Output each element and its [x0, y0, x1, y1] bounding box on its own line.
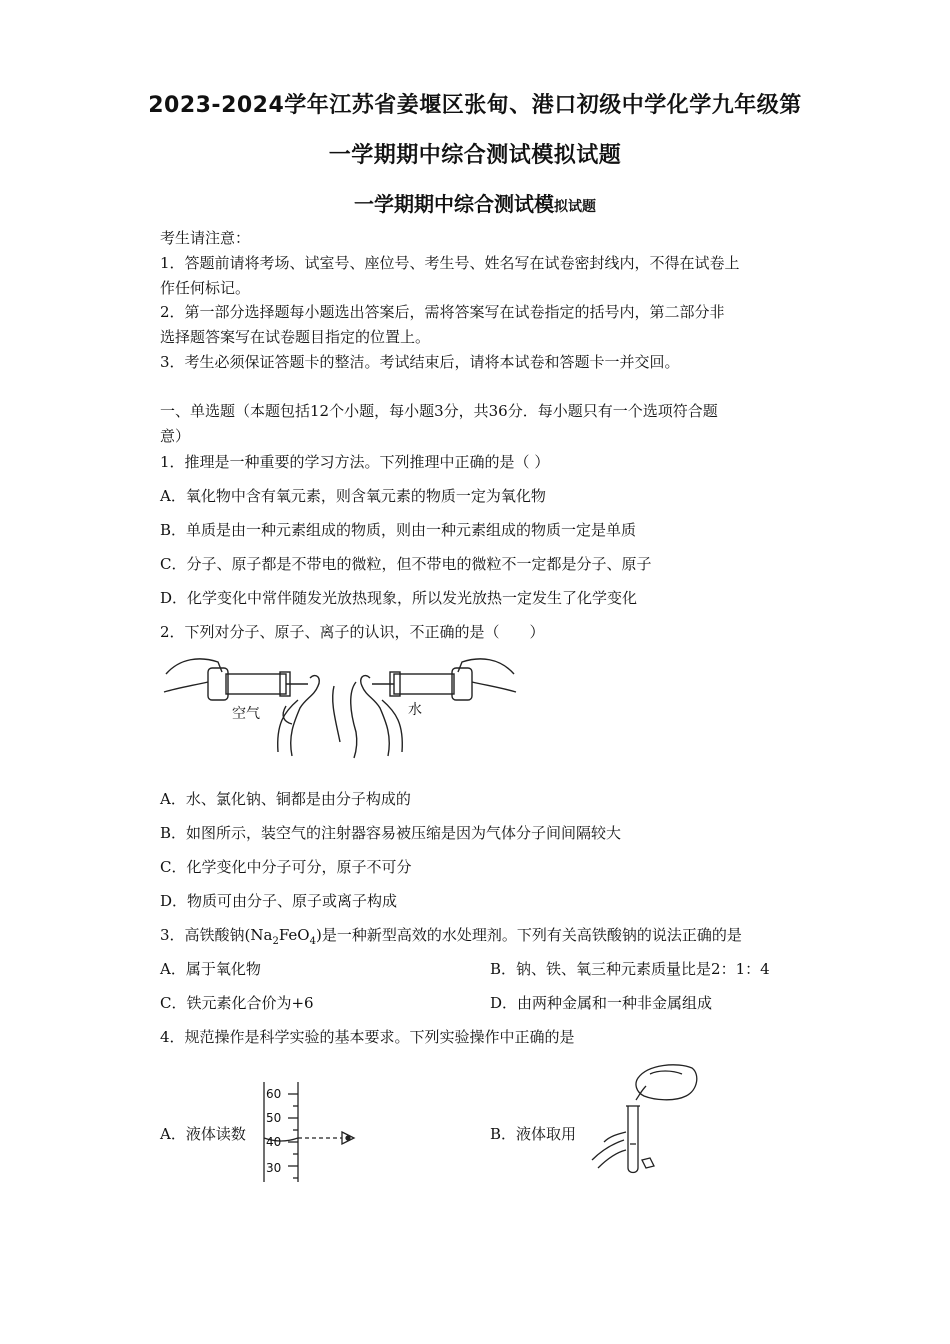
- notice-item-1a: 1．答题前请将考场、试室号、座位号、考生号、姓名写在试卷密封线内，不得在试卷上: [160, 254, 740, 272]
- tick-40: 40: [266, 1135, 282, 1149]
- notice-item-2b: 选择题答案写在试卷题目指定的位置上。: [160, 328, 431, 346]
- q3-stem-pre: 3．高铁酸钠(Na: [160, 926, 273, 944]
- q2-stem: 2．下列对分子、原子、离子的认识，不正确的是（ ）: [160, 623, 545, 641]
- q3-sub-1: 2: [272, 936, 279, 947]
- q3-option-a: A．属于氧化物: [160, 960, 261, 978]
- q1-option-c: C．分子、原子都是不带电的微粒，但不带电的微粒不一定都是分子、原子: [160, 555, 652, 573]
- q1-option-b: B．单质是由一种元素组成的物质，则由一种元素组成的物质一定是单质: [160, 521, 637, 539]
- liquid-pouring-figure: [588, 1060, 708, 1178]
- graduated-cylinder-figure: [258, 1080, 368, 1184]
- q2-option-d: D．物质可由分子、原子或离子构成: [160, 892, 398, 910]
- paper-title-line1: 2023-2024学年江苏省姜堰区张甸、港口初级中学化学九年级第: [148, 93, 802, 118]
- q4-option-b: B．液体取用: [490, 1125, 577, 1143]
- q3-stem: [160, 923, 800, 954]
- q2-option-a: A．水、氯化钠、铜都是由分子构成的: [160, 790, 411, 808]
- q4-option-a: A．液体读数: [160, 1125, 246, 1143]
- q3-stem-post: )是一种新型高效的水处理剂。下列有关高铁酸钠的说法正确的是: [315, 926, 742, 944]
- notice-item-2a: 2．第一部分选择题每小题选出答案后，需将答案写在试卷指定的括号内，第二部分非: [160, 303, 725, 321]
- q2-option-c: C．化学变化中分子可分，原子不可分: [160, 858, 412, 876]
- fig-label-air: 空气: [232, 706, 260, 722]
- q3-option-c: C．铁元素化合价为+6: [160, 994, 314, 1012]
- q3-stem-mid: FeO: [278, 926, 310, 944]
- section-heading-line2: 意）: [160, 427, 191, 445]
- q3-sub-2: 4: [309, 936, 316, 947]
- paper-subtitle: [0, 188, 950, 217]
- q1-option-a: A．氧化物中含有氧元素，则含氧元素的物质一定为氧化物: [160, 487, 546, 505]
- notice-item-3: 3．考生必须保证答题卡的整洁。考试结束后，请将本试卷和答题卡一并交回。: [160, 353, 680, 371]
- notice-heading: 考生请注意：: [160, 229, 251, 247]
- subtitle-small: 拟试题: [554, 199, 596, 215]
- q2-option-b: B．如图所示，装空气的注射器容易被压缩是因为气体分子间间隔较大: [160, 824, 622, 842]
- paper-title-line2: 一学期期中综合测试模拟试题: [328, 143, 622, 168]
- fig-label-water: 水: [408, 702, 422, 718]
- tick-30: 30: [266, 1161, 282, 1175]
- q3-option-d: D．由两种金属和一种非金属组成: [490, 994, 713, 1012]
- syringe-figure: [160, 652, 520, 762]
- q1-option-d: D．化学变化中常伴随发光放热现象，所以发光放热一定发生了化学变化: [160, 589, 638, 607]
- q3-option-b: B．钠、铁、氧三种元素质量比是2：1：4: [490, 960, 770, 978]
- q4-stem: 4．规范操作是科学实验的基本要求。下列实验操作中正确的是: [160, 1028, 575, 1046]
- notice-item-1b: 作任何标记。: [160, 279, 251, 297]
- section-heading-line1: 一、单选题（本题包括12个小题，每小题3分，共36分．每小题只有一个选项符合题: [160, 402, 718, 420]
- tick-50: 50: [266, 1111, 282, 1125]
- q1-stem: 1．推理是一种重要的学习方法。下列推理中正确的是（ ）: [160, 453, 550, 471]
- subtitle-main: 一学期期中综合测试模: [354, 192, 554, 216]
- tick-60: 60: [266, 1087, 282, 1101]
